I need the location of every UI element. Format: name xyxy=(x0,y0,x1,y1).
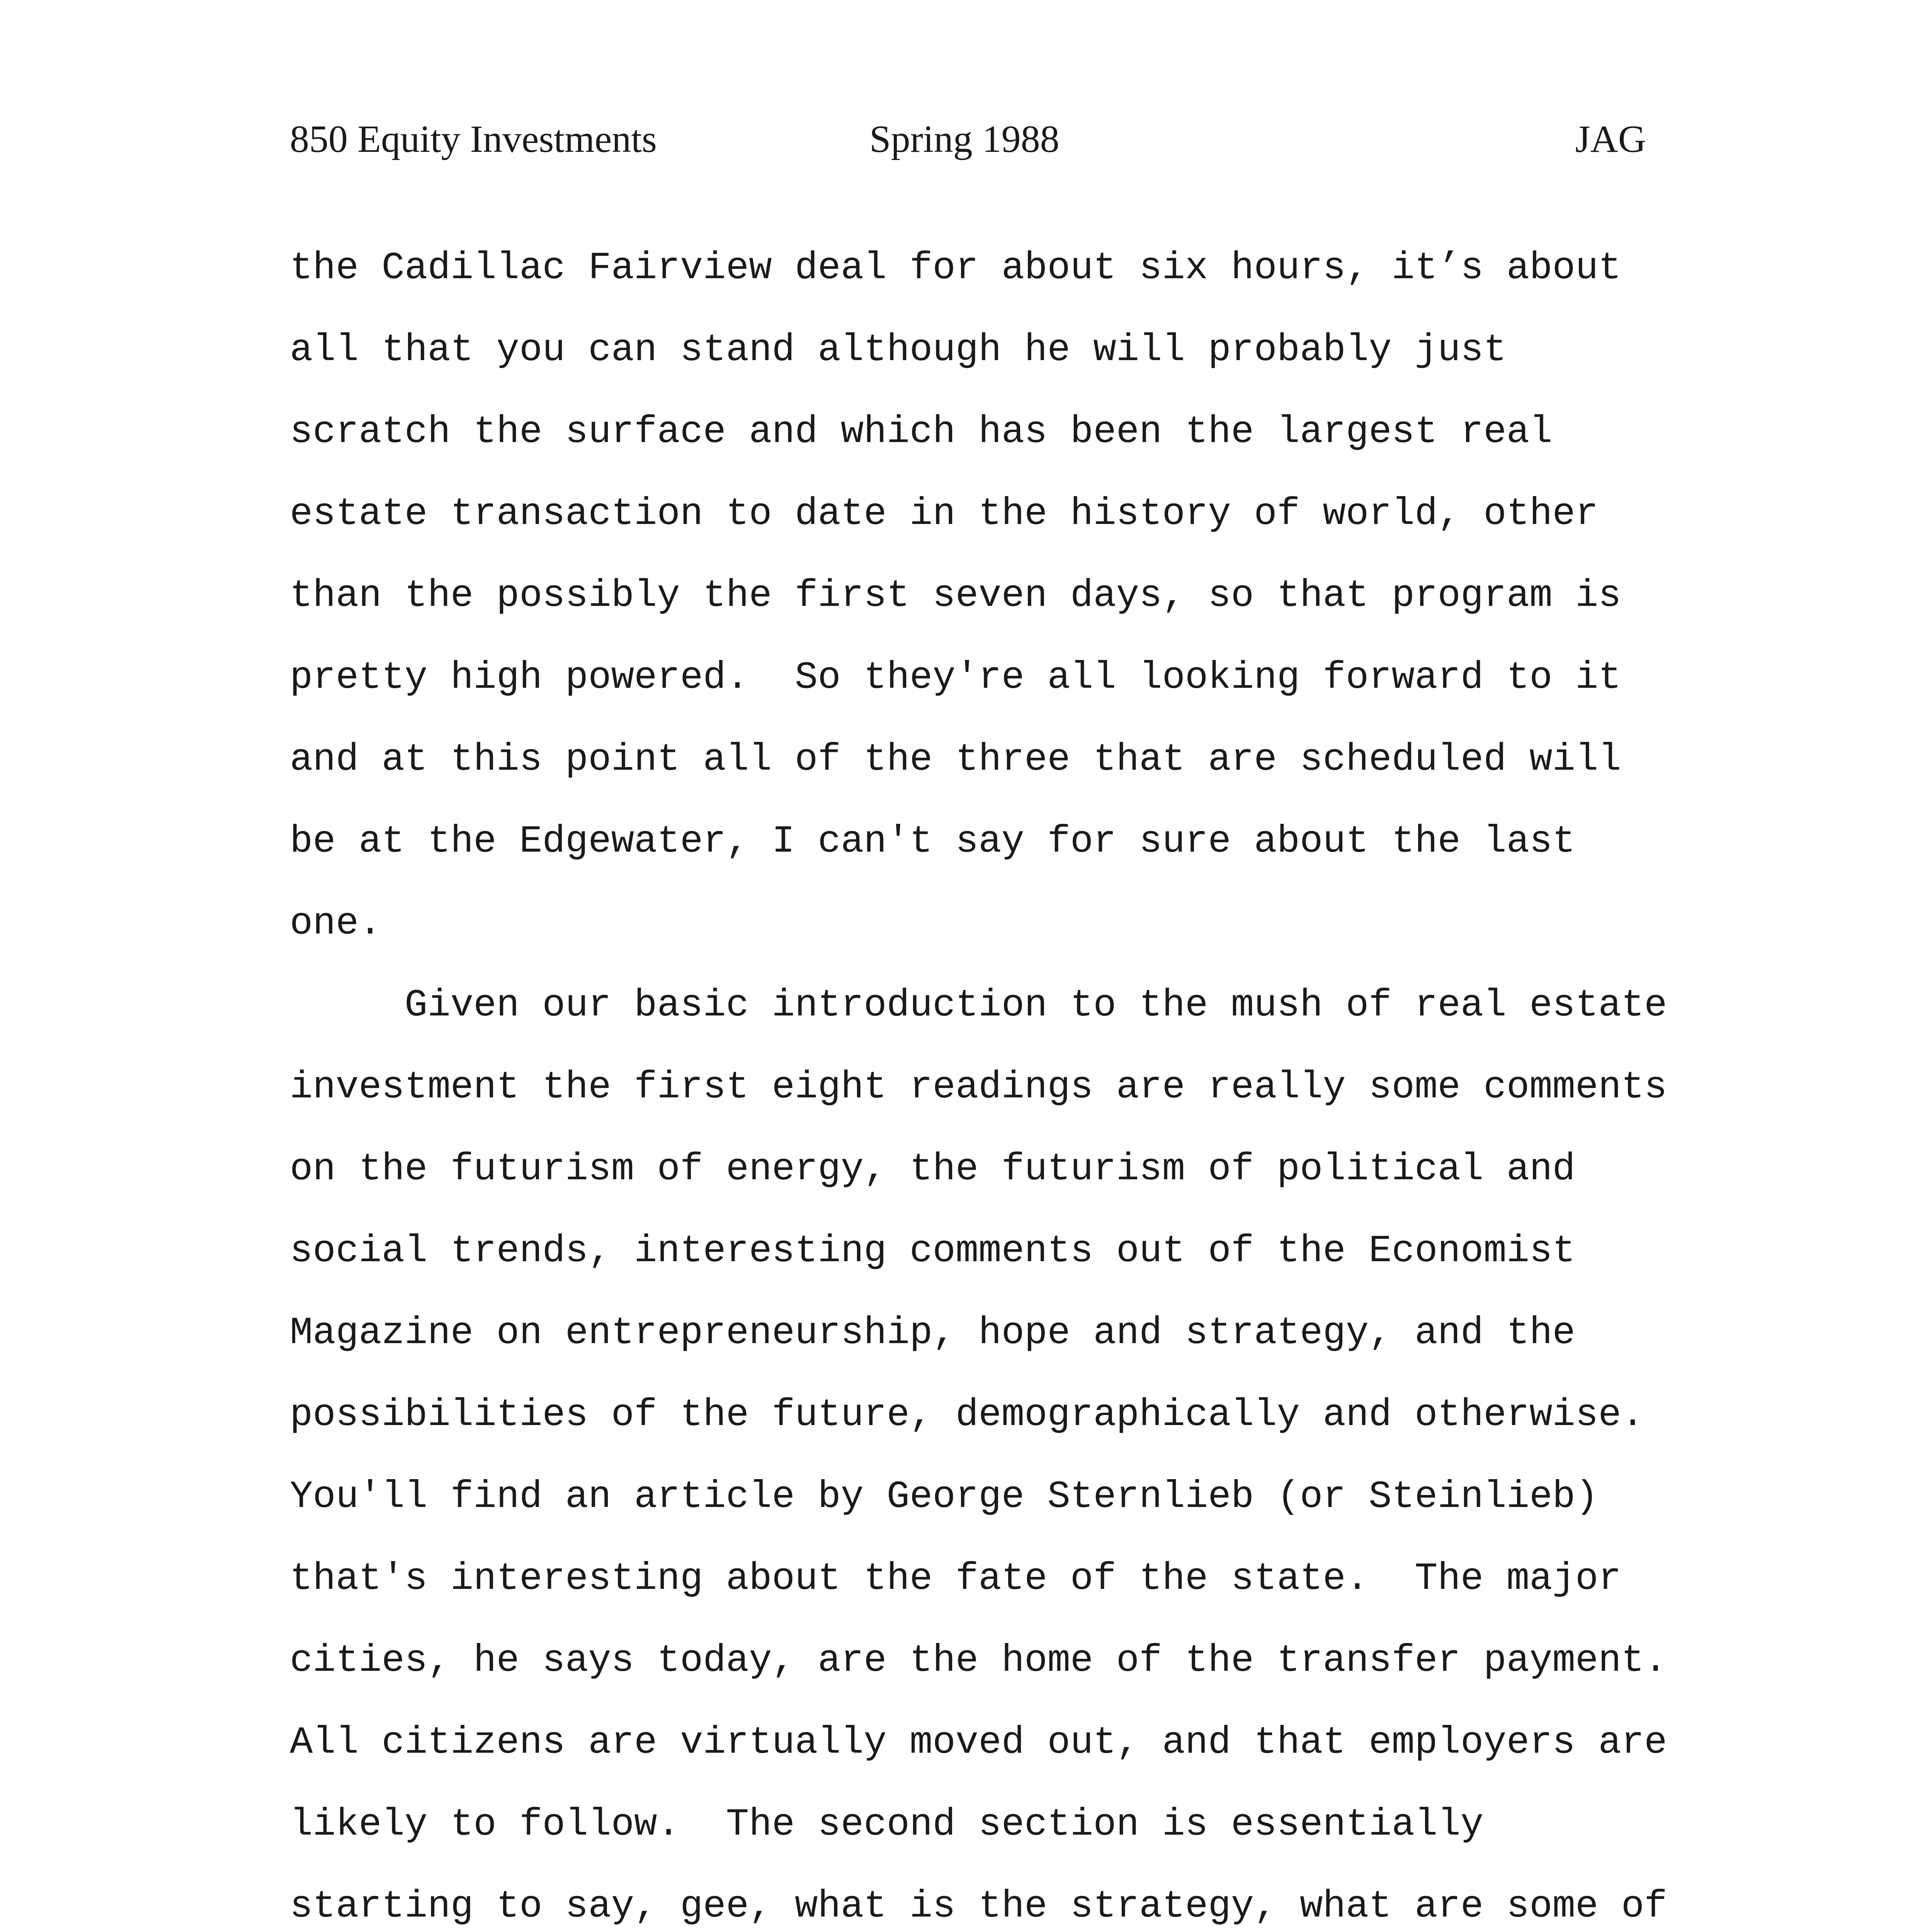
text-line: starting to say, gee, what is the strategy, what are some of xyxy=(290,1885,1667,1928)
text-line: pretty high powered. So they're all looking forward to it xyxy=(290,656,1621,699)
text-line: and at this point all of the three that are scheduled will xyxy=(290,738,1621,781)
text-line: cities, he says today, are the home of the transfer payment. xyxy=(290,1639,1667,1682)
text-line: possibilities of the future, demographically and otherwise. xyxy=(290,1393,1645,1437)
text-line: You'll find an article by George Sternlieb (or Steinlieb) xyxy=(290,1475,1599,1519)
text-line: likely to follow. The second section is essentially xyxy=(290,1803,1484,1846)
text-line: social trends, interesting comments out of the Economist xyxy=(290,1230,1575,1273)
text-line: scratch the surface and which has been the largest real xyxy=(290,410,1553,454)
text-line: be at the Edgewater, I can't say for sure about the last xyxy=(290,820,1575,863)
text-line: investment the first eight readings are really some comments xyxy=(290,1066,1667,1109)
header-author-initials: JAG xyxy=(1575,117,1646,160)
text-line: that's interesting about the fate of the state. The major xyxy=(290,1557,1621,1600)
text-line: on the futurism of energy, the futurism of political and xyxy=(290,1148,1575,1191)
transcript-body xyxy=(290,227,1704,1932)
page-header xyxy=(290,112,1646,166)
text-line: Given our basic introduction to the mush of real estate xyxy=(290,984,1667,1027)
text-line: than the possibly the first seven days, so that program is xyxy=(290,574,1621,617)
header-course-title: 850 Equity Investments xyxy=(290,117,657,160)
header-term: Spring 1988 xyxy=(869,117,1060,160)
text-line: estate transaction to date in the history of world, other xyxy=(290,492,1599,536)
text-line: Magazine on entrepreneurship, hope and strategy, and the xyxy=(290,1311,1575,1355)
text-line: all that you can stand although he will probably just xyxy=(290,328,1507,372)
text-line: All citizens are virtually moved out, and that employers are xyxy=(290,1721,1667,1764)
text-line: one. xyxy=(290,902,382,945)
text-line: the Cadillac Fairview deal for about six hours, it’s about xyxy=(290,247,1621,290)
